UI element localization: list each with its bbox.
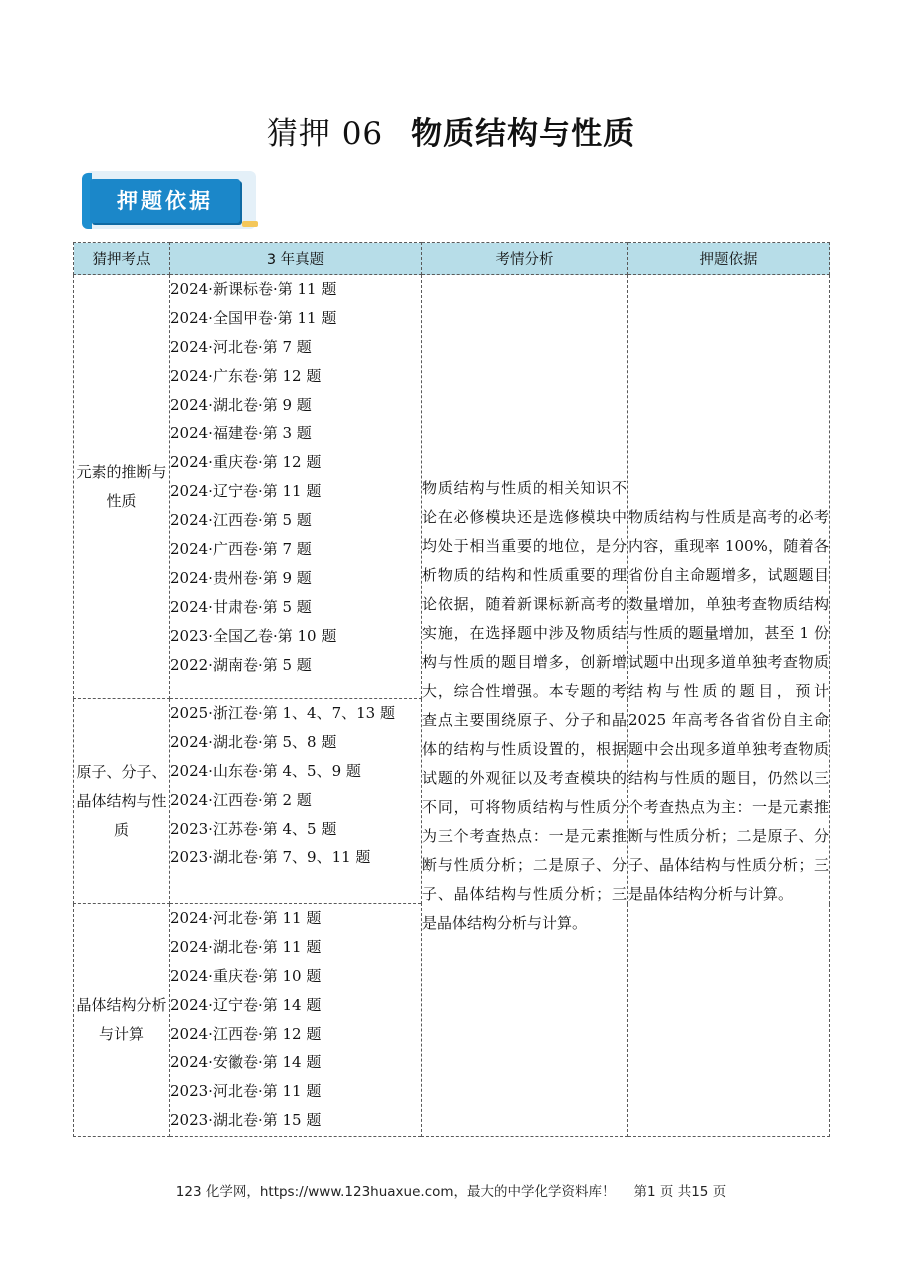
exam-item: 2024·贵州卷·第 9 题 [170,568,312,587]
header-topic: 猜押考点 [74,243,170,275]
header-basis: 押题依据 [628,243,830,275]
exam-item: 2025·浙江卷·第 1、4、7、13 题 [170,704,395,722]
analysis-cell: 物质结构与性质的相关知识不论在必修模块还是选修模块中均处于相当重要的地位，是分析物质的结构和性质重要的理论依据，随着新课标新高考的实施，在选择题中涉及物质结构与性质的题目增多，创新增大，综合性增强。本专题的考查点主要围绕原子、分子和晶体的结构与性质设置的，根据试题的外观征以及考查模块的不同，可将物质结构与性质分为三个考查热点：一是元素推断与性质分析；二是原子、分子、晶体结构与性质分析；三是晶体结构分析与计算。 [422,275,628,1137]
footer-site: 123 化学网，https://www.123huaxue.com，最大的中学化学资料库！ [175,1184,616,1200]
exam-item: 2024·江西卷·第 2 题 [170,790,312,809]
exam-item: 2023·湖北卷·第 15 题 [170,1111,322,1130]
exam-list [170,275,422,699]
section-badge-label: 押题依据 [117,189,213,213]
page-footer [0,1180,902,1200]
exam-item: 2024·江西卷·第 12 题 [170,1024,322,1043]
pencil-icon [242,221,258,227]
exam-item: 2022·湖南卷·第 5 题 [170,655,312,674]
header-analysis: 考情分析 [422,243,628,275]
header-exams: 3 年真题 [170,243,422,275]
footer-page-number: 第1 页 共15 页 [633,1184,727,1200]
topic-cell: 原子、分子、晶体结构与性质 [74,699,170,904]
prediction-table [73,242,830,1137]
topic-cell: 晶体结构分析与计算 [74,904,170,1137]
title-text: 物质结构与性质 [411,116,636,152]
exam-item: 2023·湖北卷·第 7、9、11 题 [170,848,371,867]
exam-item: 2024·河北卷·第 11 题 [170,909,322,927]
exam-item: 2024·湖北卷·第 11 题 [170,937,322,956]
exam-item: 2024·山东卷·第 4、5、9 题 [170,761,361,780]
exam-item: 2024·重庆卷·第 10 题 [170,966,322,985]
basis-cell: 物质结构与性质是高考的必考内容，重现率 100%，随着各省份自主命题增多，试题题目数量增加，单独考查物质结构与性质的题量增加，甚至 1 份试题中出现多道单独考查物质结构与性质的题目，预计 2025 年高考各省省份自主命题中会出现多道单独考查物质结构与性质的题目，仍然以三个考查热点为主：一是元素推断与性质分析；二是原子、分子、晶体结构与性质分析；三是晶体结构分析与计算。 [628,275,830,1137]
table-header-row [74,243,830,275]
page-title [0,108,902,153]
exam-item: 2024·江西卷·第 5 题 [170,511,312,530]
exam-item: 2024·重庆卷·第 12 题 [170,453,322,472]
exam-item: 2024·新课标卷·第 11 题 [170,280,337,298]
exam-item: 2023·全国乙卷·第 10 题 [170,626,337,645]
exam-item: 2024·河北卷·第 7 题 [170,337,312,356]
exam-item: 2023·河北卷·第 11 题 [170,1082,322,1101]
exam-item: 2024·安徽卷·第 14 题 [170,1053,322,1072]
exam-item: 2024·广西卷·第 7 题 [170,540,312,559]
exam-item: 2024·湖北卷·第 5、8 题 [170,732,337,751]
exam-item: 2024·湖北卷·第 9 题 [170,395,312,414]
exam-item: 2024·全国甲卷·第 11 题 [170,308,337,327]
exam-item: 2024·广东卷·第 12 题 [170,366,322,385]
exam-item: 2023·江苏卷·第 4、5 题 [170,819,337,838]
exam-item: 2024·辽宁卷·第 14 题 [170,995,322,1014]
topic-cell: 元素的推断与性质 [74,275,170,699]
section-badge [82,171,258,233]
exam-item: 2024·辽宁卷·第 11 题 [170,482,322,501]
exam-item: 2024·福建卷·第 3 题 [170,424,312,443]
exam-list [170,699,422,904]
table-row [74,275,830,699]
title-code: 猜押 06 [266,116,384,152]
exam-list [170,904,422,1137]
exam-item: 2024·甘肃卷·第 5 题 [170,597,312,616]
